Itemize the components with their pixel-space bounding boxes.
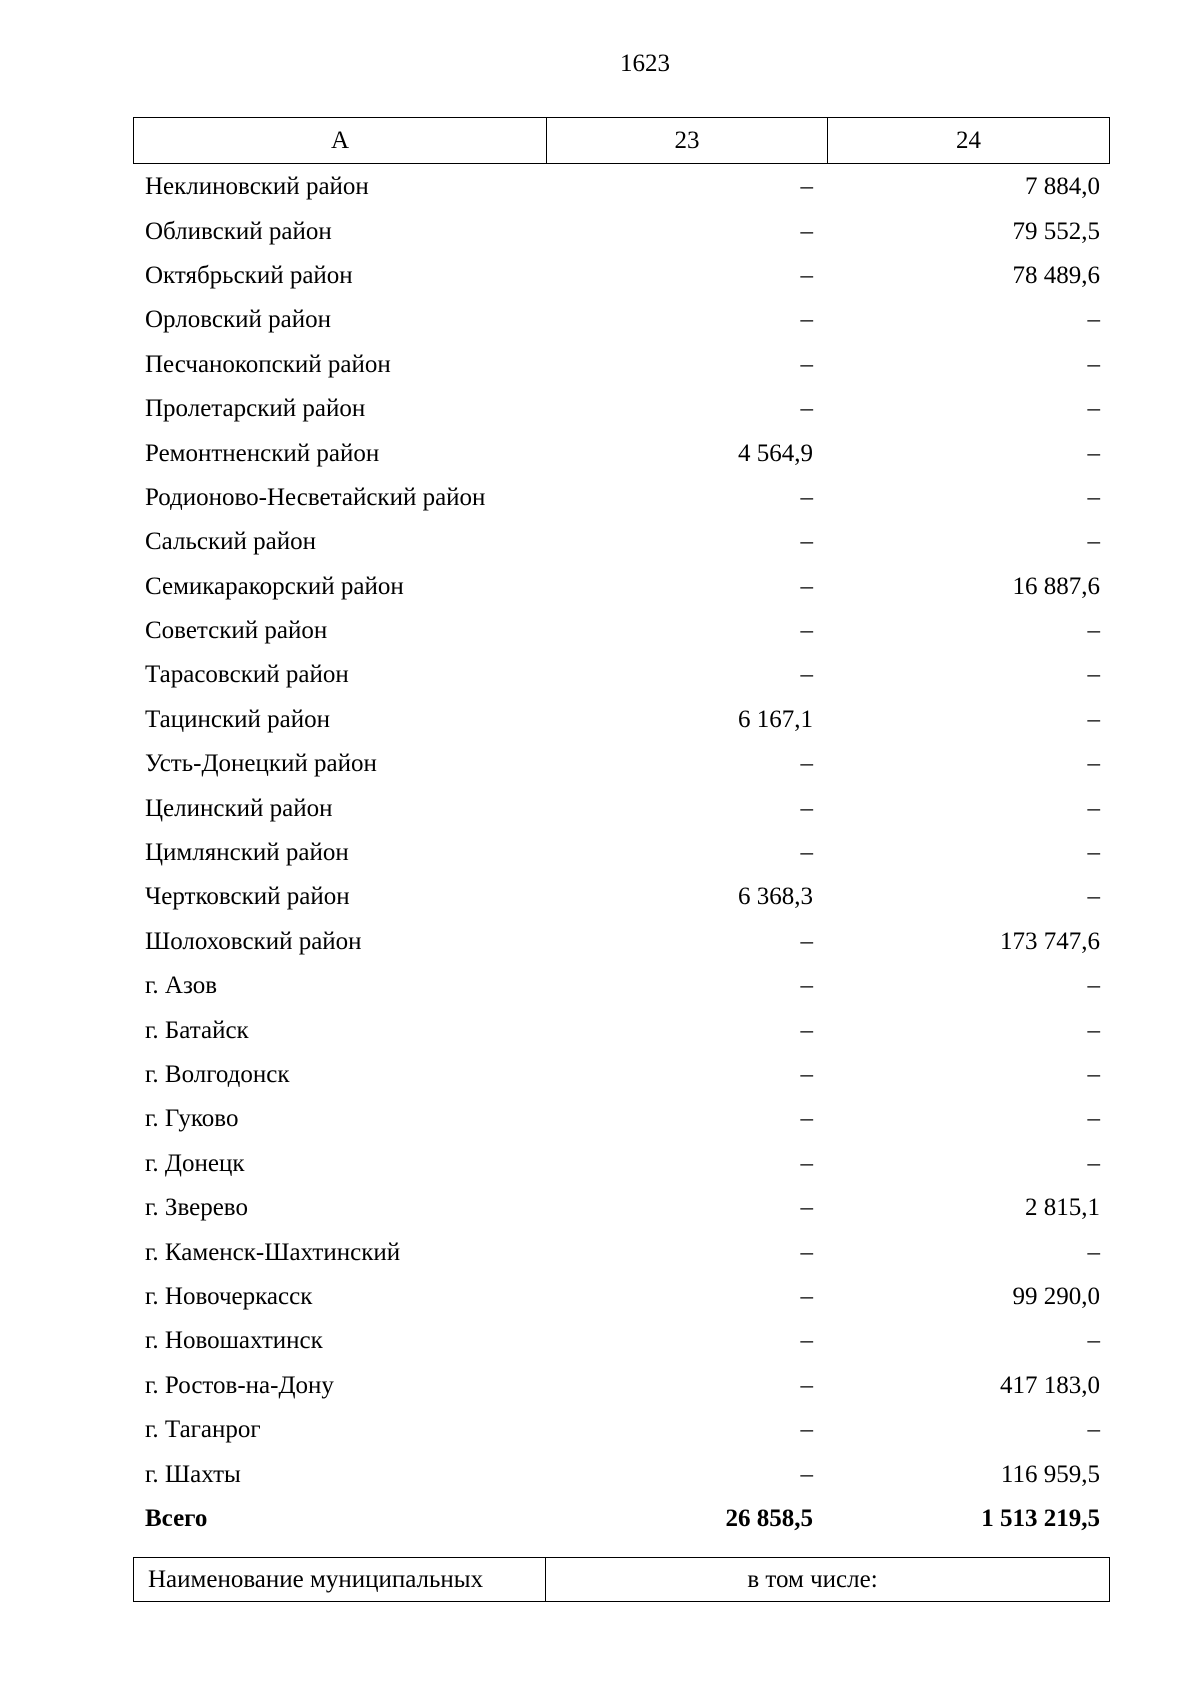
header-col-24: 24 [956,126,981,154]
table-row [133,1186,1110,1230]
row-value-23: – [800,1282,813,1310]
row-value-24: – [1087,528,1100,556]
row-value-23: – [800,483,813,511]
row-value-24: 7 884,0 [1025,173,1100,201]
table-total-row [133,1497,1110,1541]
table-row [133,1275,1110,1319]
row-name: г. Шахты [145,1460,241,1488]
row-value-24: 116 959,5 [1000,1460,1100,1488]
row-value-23: – [800,1416,813,1444]
row-value-24: – [1087,750,1100,778]
table-row [133,964,1110,1008]
row-name: Сальский район [145,528,316,556]
row-value-24: – [1087,883,1100,911]
table-row [133,343,1110,387]
row-name: Чертковский район [145,883,350,911]
row-value-24: – [1087,1105,1100,1133]
row-value-24: 173 747,6 [1000,927,1100,955]
row-name: Тарасовский район [145,661,349,689]
row-name: Шолоховский район [145,927,362,955]
table-row [133,1408,1110,1452]
table-row [133,786,1110,830]
next-table-header-row [133,1557,1110,1602]
row-value-23: – [800,306,813,334]
row-name: г. Гуково [145,1105,239,1133]
row-value-24: 79 552,5 [1012,217,1100,245]
row-name: Тацинский район [145,705,330,733]
table-row [133,1319,1110,1363]
row-value-23: 26 858,5 [725,1504,813,1532]
row-value-24: – [1087,1149,1100,1177]
table-row [133,165,1110,209]
table-row [133,1142,1110,1186]
row-value-23: – [800,261,813,289]
row-name: Цимлянский район [145,839,349,867]
row-value-23: – [800,350,813,378]
row-value-24: – [1087,839,1100,867]
row-value-23: – [800,173,813,201]
row-value-24: 2 815,1 [1025,1194,1100,1222]
row-name: г. Волгодонск [145,1061,290,1088]
table-row [133,1230,1110,1274]
row-name: г. Ростов-на-Дону [145,1371,334,1399]
row-value-23: 6 167,1 [738,705,813,733]
row-value-23: – [800,1016,813,1044]
row-value-23: – [800,217,813,245]
row-value-24: – [1087,1016,1100,1044]
table-row [133,476,1110,520]
row-name: г. Батайск [145,1016,249,1044]
header-including: в том числе: [747,1565,878,1593]
table-row [133,387,1110,431]
table-row [133,1452,1110,1496]
row-value-23: – [800,972,813,1000]
row-value-24: – [1087,1327,1100,1355]
row-name: Целинский район [145,794,333,822]
row-value-24: – [1087,483,1100,511]
row-name: Октябрьский район [145,261,353,289]
row-name: Неклиновский район [145,173,369,201]
table-row [133,875,1110,919]
row-value-23: – [800,395,813,423]
row-name: г. Новочеркасск [145,1282,313,1310]
row-value-23: – [800,750,813,778]
row-name: Песчанокопский район [145,350,391,378]
table-row [133,1008,1110,1052]
row-value-24: – [1087,439,1100,467]
row-value-24: – [1087,395,1100,423]
row-value-23: – [800,1371,813,1399]
table-row [133,653,1110,697]
row-value-24: – [1087,794,1100,822]
table-row [133,520,1110,564]
row-name: Всего [145,1504,208,1532]
table-row [133,920,1110,964]
table-row [133,698,1110,742]
row-value-24: – [1087,617,1100,645]
row-value-23: – [800,1105,813,1133]
table-row [133,254,1110,298]
row-name: г. Зверево [145,1194,248,1222]
row-value-23: – [800,1194,813,1222]
row-name: г. Новошахтинск [145,1327,323,1355]
row-value-24: – [1087,350,1100,378]
table-header-row [133,117,1110,164]
table-row [133,609,1110,653]
row-value-23: – [800,839,813,867]
row-value-23: – [800,1061,813,1088]
table-body [133,165,1110,1541]
row-value-24: – [1087,661,1100,689]
row-value-24: 99 290,0 [1012,1282,1100,1310]
header-col-23: 23 [547,118,828,163]
table-row [133,1097,1110,1141]
row-name: Семикаракорский район [145,572,404,600]
row-value-23: 4 564,9 [738,439,813,467]
row-name: г. Таганрог [145,1416,261,1444]
table-row [133,1053,1110,1097]
table-row [133,831,1110,875]
row-value-23: 6 368,3 [738,883,813,911]
row-value-23: – [800,572,813,600]
row-value-24: 78 489,6 [1012,261,1100,289]
row-value-23: – [800,1149,813,1177]
table-row [133,1364,1110,1408]
table-row [133,565,1110,609]
row-name: Советский район [145,617,328,645]
row-name: Ремонтненский район [145,439,380,467]
row-value-23: – [800,794,813,822]
row-name: Пролетарский район [145,395,366,423]
row-value-24: – [1087,1061,1100,1088]
row-value-24: – [1087,1238,1100,1266]
row-value-23: – [800,1327,813,1355]
row-name: Родионово-Несветайский район [145,483,486,511]
row-value-23: – [800,617,813,645]
row-value-24: – [1087,1416,1100,1444]
row-value-24: – [1087,972,1100,1000]
row-value-24: – [1087,306,1100,334]
row-value-23: – [800,1238,813,1266]
table-row [133,209,1110,253]
row-value-24: – [1087,705,1100,733]
row-value-23: – [800,661,813,689]
row-name: Обливский район [145,217,332,245]
row-value-23: – [800,528,813,556]
row-value-23: – [800,927,813,955]
header-municipality-name: Наименование муниципальных [134,1558,546,1601]
table-row [133,742,1110,786]
row-name: Усть-Донецкий район [145,750,377,778]
row-value-23: – [800,1460,813,1488]
header-col-a: А [134,118,547,163]
row-value-24: 417 183,0 [1000,1371,1100,1399]
row-name: г. Каменск-Шахтинский [145,1238,401,1266]
row-value-24: 16 887,6 [1012,572,1100,600]
table-row [133,298,1110,342]
row-value-24: 1 513 219,5 [981,1504,1100,1532]
row-name: г. Донецк [145,1149,245,1177]
table-row [133,431,1110,475]
row-name: г. Азов [145,972,218,1000]
row-name: Орловский район [145,306,331,334]
page-number: 1623 [620,50,670,77]
